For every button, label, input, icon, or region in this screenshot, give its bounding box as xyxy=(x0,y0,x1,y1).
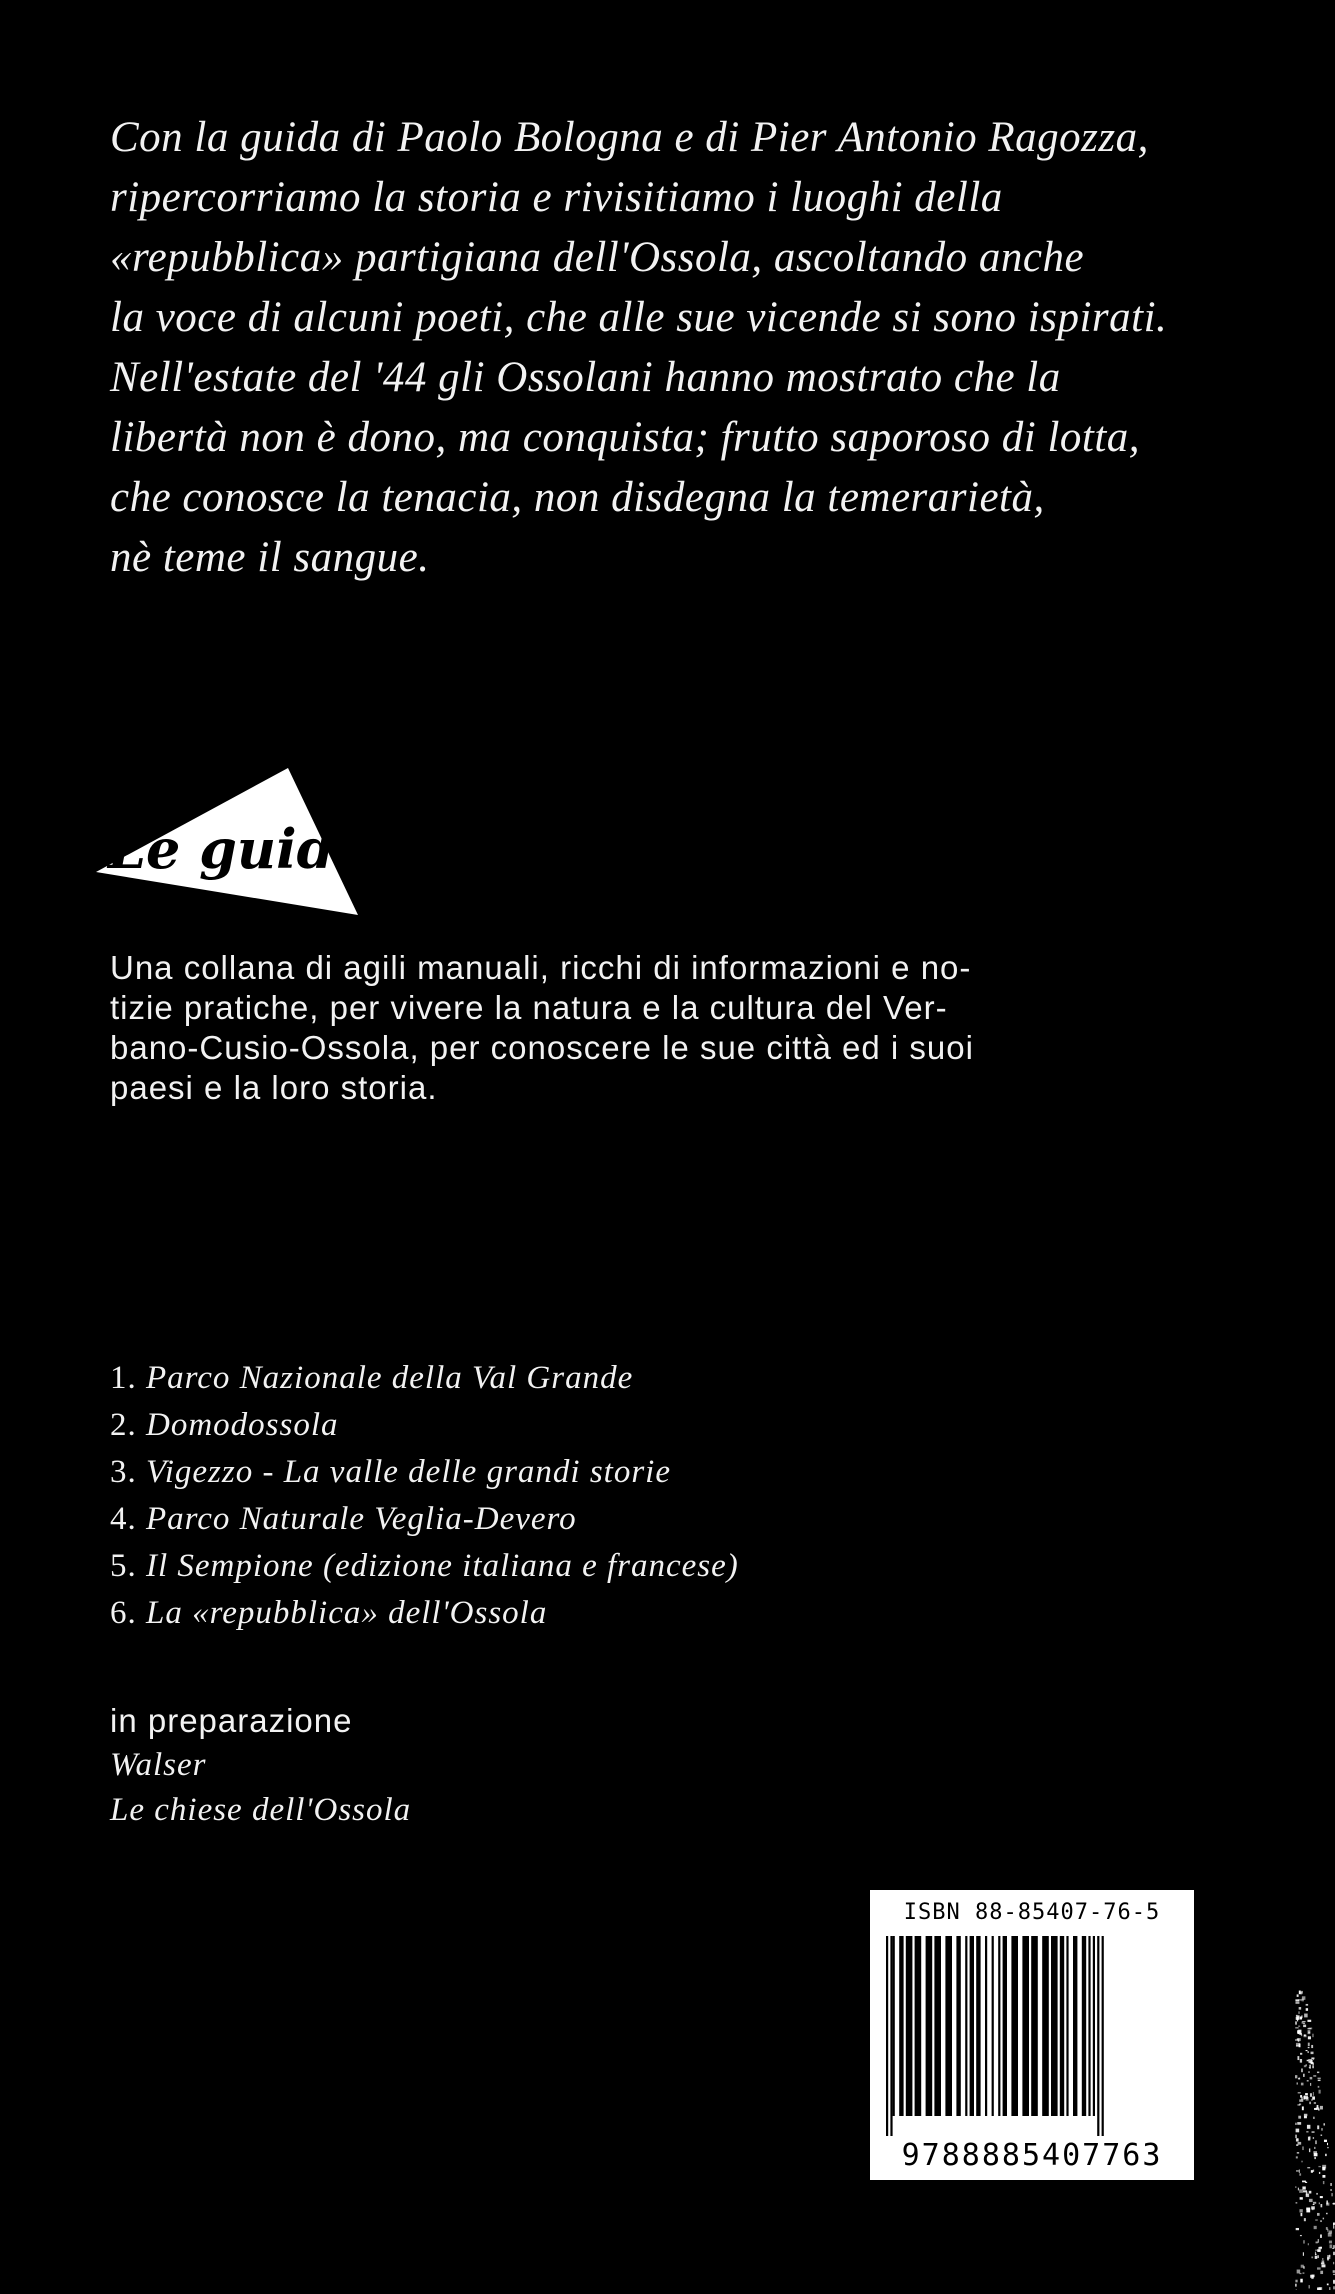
noise-speck xyxy=(1301,2161,1302,2163)
noise-speck xyxy=(1320,2220,1321,2222)
noise-speck xyxy=(1311,2045,1313,2048)
ean-number: 9788885407763 xyxy=(901,2138,1163,2173)
noise-speck xyxy=(1303,2025,1306,2028)
scan-edge-noise xyxy=(1255,1990,1335,2290)
noise-speck xyxy=(1300,2279,1302,2283)
noise-speck xyxy=(1310,2083,1311,2086)
noise-speck xyxy=(1312,2096,1315,2099)
noise-speck xyxy=(1297,2056,1299,2060)
noise-speck xyxy=(1301,2068,1303,2072)
barcode-bar xyxy=(1066,1936,1068,2116)
barcode-bar xyxy=(1093,1936,1095,2116)
noise-speck xyxy=(1313,2092,1314,2096)
noise-speck xyxy=(1301,2083,1304,2086)
noise-speck xyxy=(1298,1999,1302,2000)
noise-speck xyxy=(1332,2248,1333,2249)
noise-speck xyxy=(1316,2242,1318,2244)
noise-speck xyxy=(1314,2157,1315,2159)
noise-speck xyxy=(1318,2078,1321,2079)
noise-speck xyxy=(1299,2007,1301,2010)
noise-speck xyxy=(1302,2186,1305,2189)
blurb-line: che conosce la tenacia, non disdegna la temerarietà, xyxy=(110,474,1045,521)
noise-speck xyxy=(1321,2264,1325,2267)
blurb-line: «repubblica» partigiana dell'Ossola, ascoltando anche xyxy=(110,234,1085,281)
in-preparation xyxy=(110,1698,411,1833)
barcode-guard-bar xyxy=(1097,1936,1099,2136)
noise-speck xyxy=(1313,2059,1315,2060)
noise-speck xyxy=(1315,2219,1318,2220)
list-item: Walser xyxy=(110,1747,207,1783)
list-item: 5. Il Sempione (edizione italiana e francese) xyxy=(110,1548,739,1584)
noise-speck xyxy=(1295,2280,1297,2283)
noise-speck xyxy=(1299,2169,1300,2172)
noise-speck xyxy=(1299,2078,1300,2080)
barcode-bar xyxy=(956,1936,960,2116)
noise-speck xyxy=(1317,2213,1320,2216)
noise-speck xyxy=(1309,2102,1311,2104)
noise-speck xyxy=(1295,2001,1299,2004)
noise-speck xyxy=(1313,2204,1315,2205)
noise-speck xyxy=(1319,2247,1322,2249)
noise-speck xyxy=(1309,2065,1311,2069)
noise-speck xyxy=(1309,2285,1310,2288)
noise-speck xyxy=(1295,2075,1297,2078)
noise-speck xyxy=(1299,2099,1303,2101)
noise-speck xyxy=(1317,2287,1321,2290)
barcode-bar xyxy=(1011,1936,1018,2116)
noise-speck xyxy=(1307,2051,1308,2053)
noise-speck xyxy=(1318,2086,1320,2088)
noise-speck xyxy=(1300,2095,1302,2098)
noise-speck xyxy=(1319,2090,1321,2094)
noise-speck xyxy=(1308,2036,1311,2039)
noise-speck xyxy=(1300,2059,1302,2063)
list-item: 2. Domodossola xyxy=(110,1407,339,1443)
noise-speck xyxy=(1300,2235,1302,2236)
barcode-bar xyxy=(1073,1936,1077,2116)
barcode-bar xyxy=(976,1936,980,2116)
noise-speck xyxy=(1312,2034,1313,2037)
noise-speck xyxy=(1309,2199,1313,2202)
noise-speck xyxy=(1313,2075,1316,2076)
noise-speck xyxy=(1307,2167,1310,2168)
isbn-barcode xyxy=(870,1890,1194,2180)
series-titles-list xyxy=(110,1355,739,1637)
noise-speck xyxy=(1317,2267,1321,2269)
isbn-text: ISBN 88-85407-76-5 xyxy=(903,1900,1161,1925)
blurb-line: nè teme il sangue. xyxy=(110,534,430,581)
noise-speck xyxy=(1298,2188,1299,2191)
noise-speck xyxy=(1296,2156,1298,2158)
list-item: 6. La «repubblica» dell'Ossola xyxy=(110,1595,548,1631)
list-item: Le chiese dell'Ossola xyxy=(110,1792,412,1828)
barcode-bar xyxy=(1022,1936,1029,2116)
noise-speck xyxy=(1306,2097,1309,2101)
blurb-line: libertà non è dono, ma conquista; frutto saporoso di lotta, xyxy=(110,414,1141,461)
noise-speck xyxy=(1316,2193,1318,2195)
noise-speck xyxy=(1299,2209,1302,2212)
noise-speck xyxy=(1326,2200,1328,2204)
noise-speck xyxy=(1304,2218,1306,2221)
noise-speck xyxy=(1313,2137,1314,2139)
noise-speck xyxy=(1318,2239,1319,2243)
noise-speck xyxy=(1329,2241,1332,2244)
noise-speck xyxy=(1308,2137,1310,2141)
noise-speck xyxy=(1306,2131,1308,2132)
noise-speck xyxy=(1315,2140,1316,2144)
noise-speck xyxy=(1330,2183,1331,2186)
back-cover-blurb xyxy=(110,108,1230,588)
barcode-bar xyxy=(998,1936,1000,2116)
noise-speck xyxy=(1307,2020,1311,2022)
barcode-guard-bar xyxy=(890,1936,892,2136)
noise-speck xyxy=(1296,2138,1299,2141)
noise-speck xyxy=(1304,2034,1306,2036)
noise-speck xyxy=(1295,2027,1298,2028)
noise-speck xyxy=(1302,2021,1305,2022)
series-description xyxy=(110,948,1150,1108)
noise-speck xyxy=(1299,2043,1301,2047)
noise-speck xyxy=(1317,2105,1319,2109)
noise-speck xyxy=(1296,2170,1299,2171)
noise-speck xyxy=(1300,2213,1302,2216)
series-description-line: Una collana di agili manuali, ricchi di informazioni e no- xyxy=(110,949,972,986)
noise-speck xyxy=(1320,2271,1323,2274)
noise-speck xyxy=(1327,2147,1329,2148)
noise-speck xyxy=(1295,2284,1296,2287)
noise-speck xyxy=(1327,2255,1330,2259)
barcode-bar xyxy=(1042,1936,1049,2116)
noise-speck xyxy=(1305,2093,1308,2095)
noise-speck xyxy=(1318,2109,1320,2111)
noise-speck xyxy=(1299,1991,1301,1994)
noise-speck xyxy=(1298,2116,1301,2119)
noise-speck xyxy=(1302,2181,1306,2183)
noise-speck xyxy=(1298,2011,1299,2014)
series-description-line: paesi e la loro storia. xyxy=(110,1069,438,1106)
noise-speck xyxy=(1297,2122,1301,2125)
noise-speck xyxy=(1320,2106,1323,2110)
noise-speck xyxy=(1308,2043,1310,2046)
noise-speck xyxy=(1324,2140,1327,2142)
noise-speck xyxy=(1328,2233,1332,2237)
noise-speck xyxy=(1306,2004,1308,2006)
noise-speck xyxy=(1319,2202,1320,2204)
list-item: 1. Parco Nazionale della Val Grande xyxy=(110,1360,634,1396)
series-description-line: tizie pratiche, per vivere la natura e la cultura del Ver- xyxy=(110,989,948,1026)
blurb-line: la voce di alcuni poeti, che alle sue vicende si sono ispirati. xyxy=(110,294,1168,341)
barcode-bar xyxy=(945,1936,952,2116)
noise-speck xyxy=(1306,2050,1308,2051)
noise-speck xyxy=(1298,2032,1299,2034)
noise-speck xyxy=(1317,2255,1319,2258)
noise-speck xyxy=(1314,2102,1316,2104)
noise-speck xyxy=(1306,2064,1307,2065)
noise-speck xyxy=(1323,2181,1325,2184)
noise-speck xyxy=(1313,2170,1314,2172)
noise-speck xyxy=(1299,2189,1303,2193)
noise-speck xyxy=(1321,2128,1322,2130)
barcode-bar xyxy=(934,1936,941,2116)
noise-speck xyxy=(1302,2272,1304,2274)
noise-speck xyxy=(1306,2194,1309,2197)
noise-speck xyxy=(1313,2063,1314,2065)
noise-speck xyxy=(1314,2226,1317,2229)
barcode-bar xyxy=(1051,1936,1058,2116)
noise-speck xyxy=(1311,2170,1313,2173)
barcode-bar xyxy=(965,1936,967,2116)
noise-speck xyxy=(1306,2008,1308,2011)
series-description-line: bano-Cusio-Ossola, per conoscere le sue città ed i suoi xyxy=(110,1029,974,1066)
list-item: 3. Vigezzo - La valle delle grandi storie xyxy=(110,1454,671,1490)
noise-speck xyxy=(1307,2080,1309,2081)
barcode-bars xyxy=(884,1936,1180,2136)
barcode-bar xyxy=(1003,1936,1007,2116)
noise-speck xyxy=(1301,2265,1304,2268)
barcode-bar xyxy=(915,1936,922,2116)
barcode-bar xyxy=(992,1936,994,2116)
noise-speck xyxy=(1321,2263,1325,2265)
noise-speck xyxy=(1319,2172,1320,2174)
noise-speck xyxy=(1315,2256,1317,2259)
noise-speck xyxy=(1308,2243,1309,2245)
series-logo-text: Le guide xyxy=(108,817,369,881)
noise-speck xyxy=(1315,2252,1316,2255)
noise-speck xyxy=(1300,2197,1303,2199)
noise-speck xyxy=(1297,2082,1298,2084)
barcode-bar xyxy=(899,1936,903,2116)
noise-speck xyxy=(1303,2074,1305,2077)
noise-speck xyxy=(1312,2131,1315,2132)
noise-speck xyxy=(1314,2147,1315,2149)
noise-speck xyxy=(1313,2117,1315,2119)
noise-speck xyxy=(1298,2142,1302,2145)
noise-speck xyxy=(1299,2173,1301,2175)
noise-speck xyxy=(1314,2153,1318,2156)
series-logo xyxy=(88,760,388,920)
noise-speck xyxy=(1297,1994,1299,1997)
barcode-bar xyxy=(926,1936,933,2116)
noise-speck xyxy=(1318,2166,1320,2167)
barcode-bar xyxy=(970,1936,974,2116)
blurb-line: Nell'estate del '44 gli Ossolani hanno mostrato che la xyxy=(110,354,1061,401)
noise-speck xyxy=(1297,2270,1300,2274)
noise-speck xyxy=(1317,2249,1320,2252)
barcode-bar xyxy=(1088,1936,1090,2116)
noise-speck xyxy=(1307,2028,1311,2029)
blurb-line: Con la guida di Paolo Bologna e di Pier Antonio Ragozza, xyxy=(110,114,1149,161)
noise-speck xyxy=(1296,2202,1298,2203)
noise-speck xyxy=(1299,2103,1301,2105)
noise-speck xyxy=(1296,2015,1300,2019)
noise-speck xyxy=(1311,2256,1313,2258)
noise-speck xyxy=(1301,2015,1302,2018)
noise-speck xyxy=(1315,2250,1317,2251)
barcode-bar xyxy=(1031,1936,1038,2116)
noise-speck xyxy=(1295,2186,1296,2188)
blurb-line: ripercorriamo la storia e rivisitiamo i luoghi della xyxy=(110,174,1003,221)
noise-speck xyxy=(1308,2047,1310,2048)
noise-speck xyxy=(1317,2072,1319,2074)
noise-speck xyxy=(1313,2202,1316,2204)
noise-speck xyxy=(1312,2208,1314,2210)
noise-speck xyxy=(1312,2065,1314,2068)
noise-speck xyxy=(1311,2052,1314,2054)
noise-speck xyxy=(1311,2099,1312,2101)
noise-speck xyxy=(1327,2284,1329,2286)
noise-speck xyxy=(1302,1999,1304,2002)
noise-speck xyxy=(1295,2123,1296,2125)
noise-speck xyxy=(1322,2258,1323,2259)
noise-speck xyxy=(1317,2125,1319,2129)
barcode-bar xyxy=(985,1936,987,2116)
barcode-guard-bar xyxy=(886,1936,888,2136)
series-logo-triangle xyxy=(88,760,388,920)
noise-speck xyxy=(1320,2234,1322,2237)
noise-speck xyxy=(1298,2026,1300,2027)
noise-speck xyxy=(1310,2093,1312,2097)
noise-speck xyxy=(1304,2014,1308,2018)
noise-speck xyxy=(1307,2125,1310,2129)
noise-speck xyxy=(1323,2123,1325,2125)
noise-speck xyxy=(1330,2189,1331,2191)
noise-speck xyxy=(1303,2252,1304,2256)
noise-speck xyxy=(1302,2106,1304,2110)
noise-speck xyxy=(1295,2135,1297,2138)
noise-speck xyxy=(1296,2129,1300,2133)
barcode-bar xyxy=(893,1936,895,2116)
noise-speck xyxy=(1311,2275,1314,2278)
noise-speck xyxy=(1300,2053,1302,2055)
noise-speck xyxy=(1322,2167,1325,2170)
list-item: 4. Parco Naturale Veglia-Devero xyxy=(110,1501,577,1537)
noise-speck xyxy=(1309,2148,1310,2152)
barcode-bar xyxy=(906,1936,913,2116)
noise-speck xyxy=(1321,2204,1323,2207)
noise-speck xyxy=(1320,2196,1323,2198)
noise-speck xyxy=(1302,2146,1303,2150)
noise-speck xyxy=(1304,2116,1307,2119)
noise-speck xyxy=(1296,2144,1298,2146)
barcode-bar xyxy=(1060,1936,1064,2116)
noise-speck xyxy=(1329,2287,1330,2290)
noise-speck xyxy=(1321,2135,1323,2136)
noise-speck xyxy=(1296,2228,1299,2230)
noise-speck xyxy=(1301,1991,1303,1994)
noise-speck xyxy=(1295,2021,1297,2024)
noise-speck xyxy=(1303,2190,1307,2192)
noise-speck xyxy=(1323,2218,1324,2220)
noise-speck xyxy=(1327,2229,1328,2232)
noise-speck xyxy=(1298,2092,1301,2094)
noise-speck xyxy=(1333,2262,1334,2264)
noise-speck xyxy=(1309,2191,1312,2194)
noise-speck xyxy=(1333,2223,1334,2226)
noise-speck xyxy=(1303,2240,1305,2243)
noise-speck xyxy=(1331,2193,1333,2196)
noise-speck xyxy=(1306,2208,1310,2210)
barcode-guard-bar xyxy=(1102,1936,1104,2136)
noise-speck xyxy=(1329,2245,1332,2249)
barcode-bar xyxy=(1082,1936,1086,2116)
noise-speck xyxy=(1318,2080,1321,2081)
in-preparation-label: in preparazione xyxy=(110,1702,353,1739)
noise-speck xyxy=(1308,2032,1310,2033)
noise-speck xyxy=(1325,2154,1327,2156)
noise-speck xyxy=(1333,2226,1334,2228)
noise-speck xyxy=(1326,2213,1328,2214)
noise-speck xyxy=(1327,2143,1328,2145)
noise-speck xyxy=(1297,2038,1300,2041)
noise-speck xyxy=(1308,2071,1309,2073)
noise-speck xyxy=(1311,2057,1314,2059)
noise-speck xyxy=(1310,2077,1313,2079)
noise-speck xyxy=(1322,2175,1325,2178)
noise-speck xyxy=(1297,2152,1299,2153)
